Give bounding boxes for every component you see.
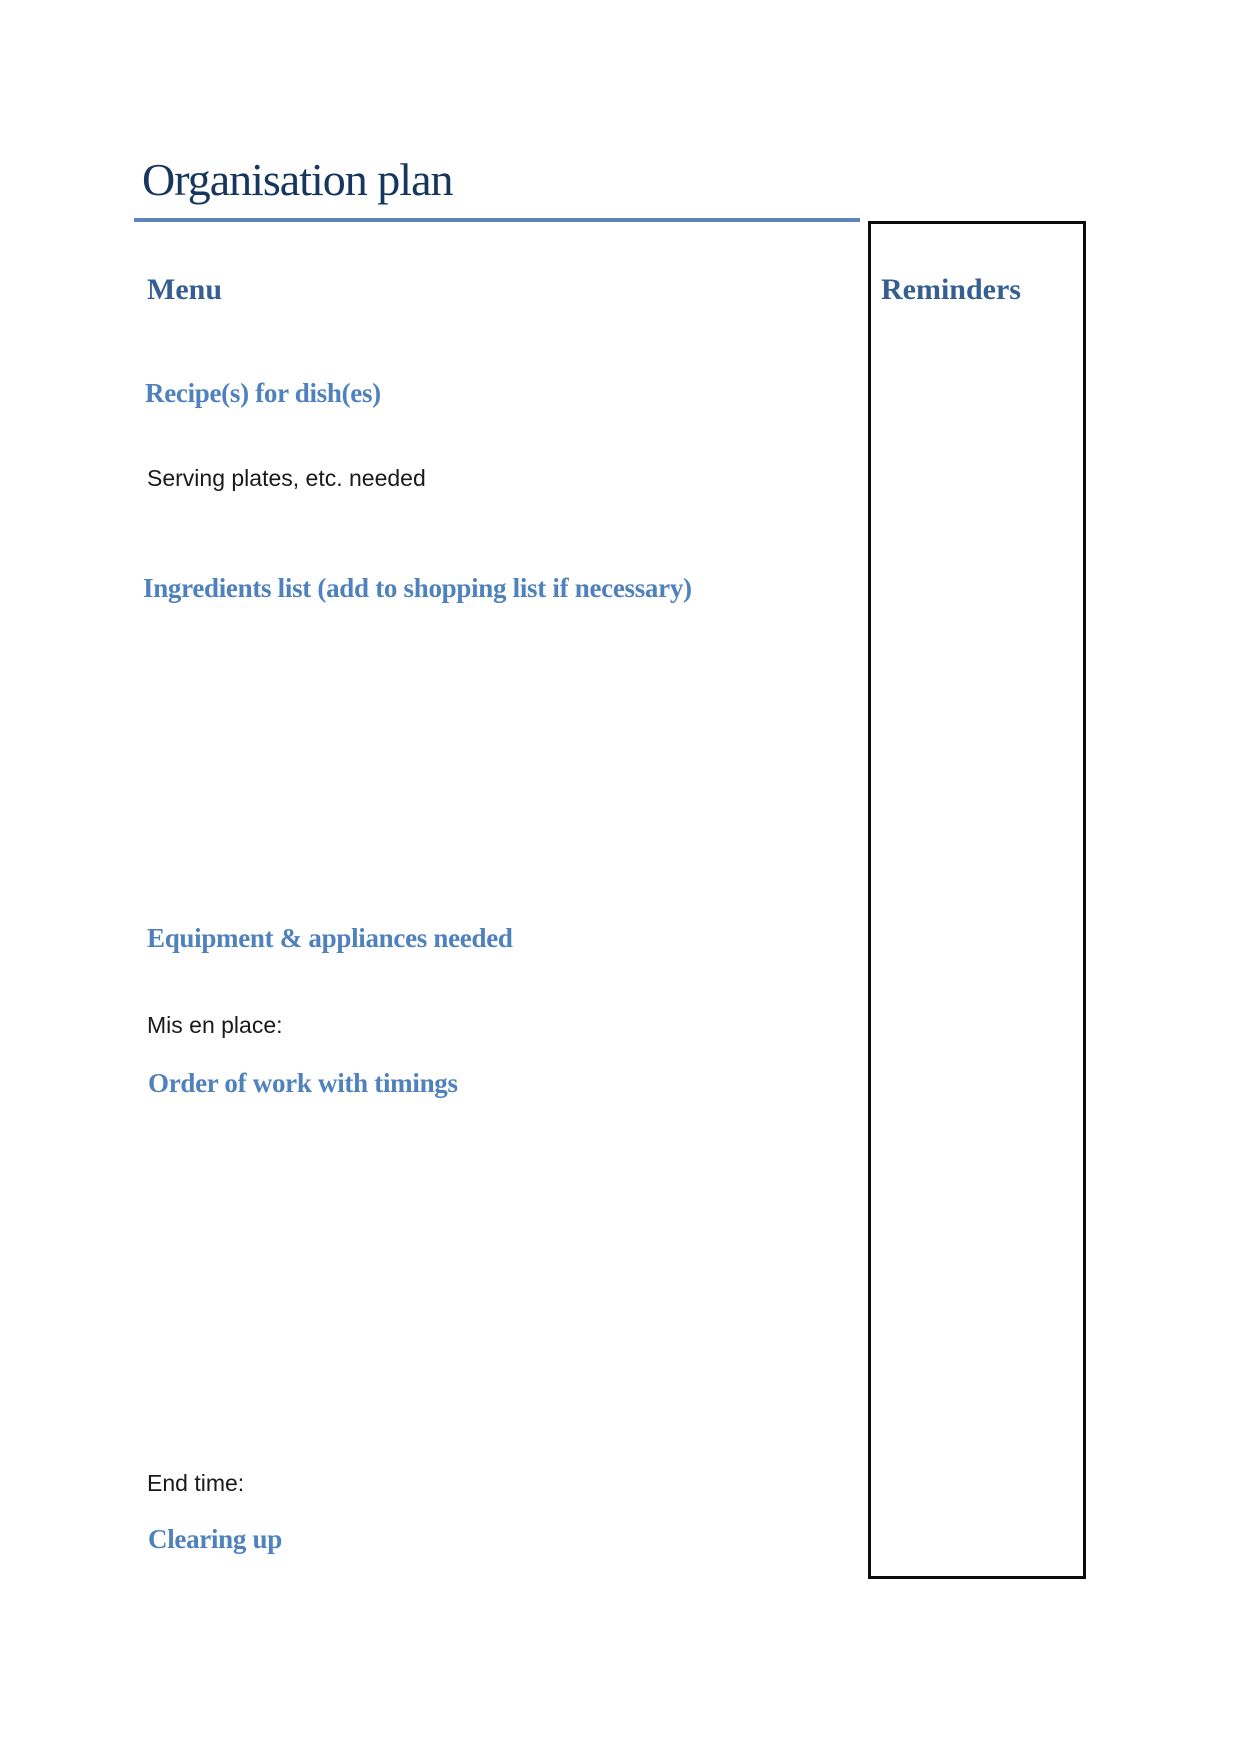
- end-time-label: End time:: [147, 1470, 245, 1496]
- serving-plates-note: Serving plates, etc. needed: [147, 465, 426, 491]
- equipment-appliances-heading: Equipment & appliances needed: [147, 923, 513, 953]
- mise-en-place-label: Mis en place:: [147, 1012, 283, 1038]
- order-of-work-heading: Order of work with timings: [148, 1068, 458, 1098]
- reminders-heading: Reminders: [881, 273, 1021, 306]
- clearing-up-heading: Clearing up: [148, 1524, 282, 1554]
- title-underline-rule: [134, 218, 860, 222]
- menu-heading: Menu: [147, 273, 222, 306]
- reminders-box: [868, 221, 1086, 1579]
- ingredients-list-heading: Ingredients list (add to shopping list if necessary): [143, 573, 692, 603]
- page-title: Organisation plan: [142, 154, 453, 205]
- recipes-heading: Recipe(s) for dish(es): [145, 378, 381, 408]
